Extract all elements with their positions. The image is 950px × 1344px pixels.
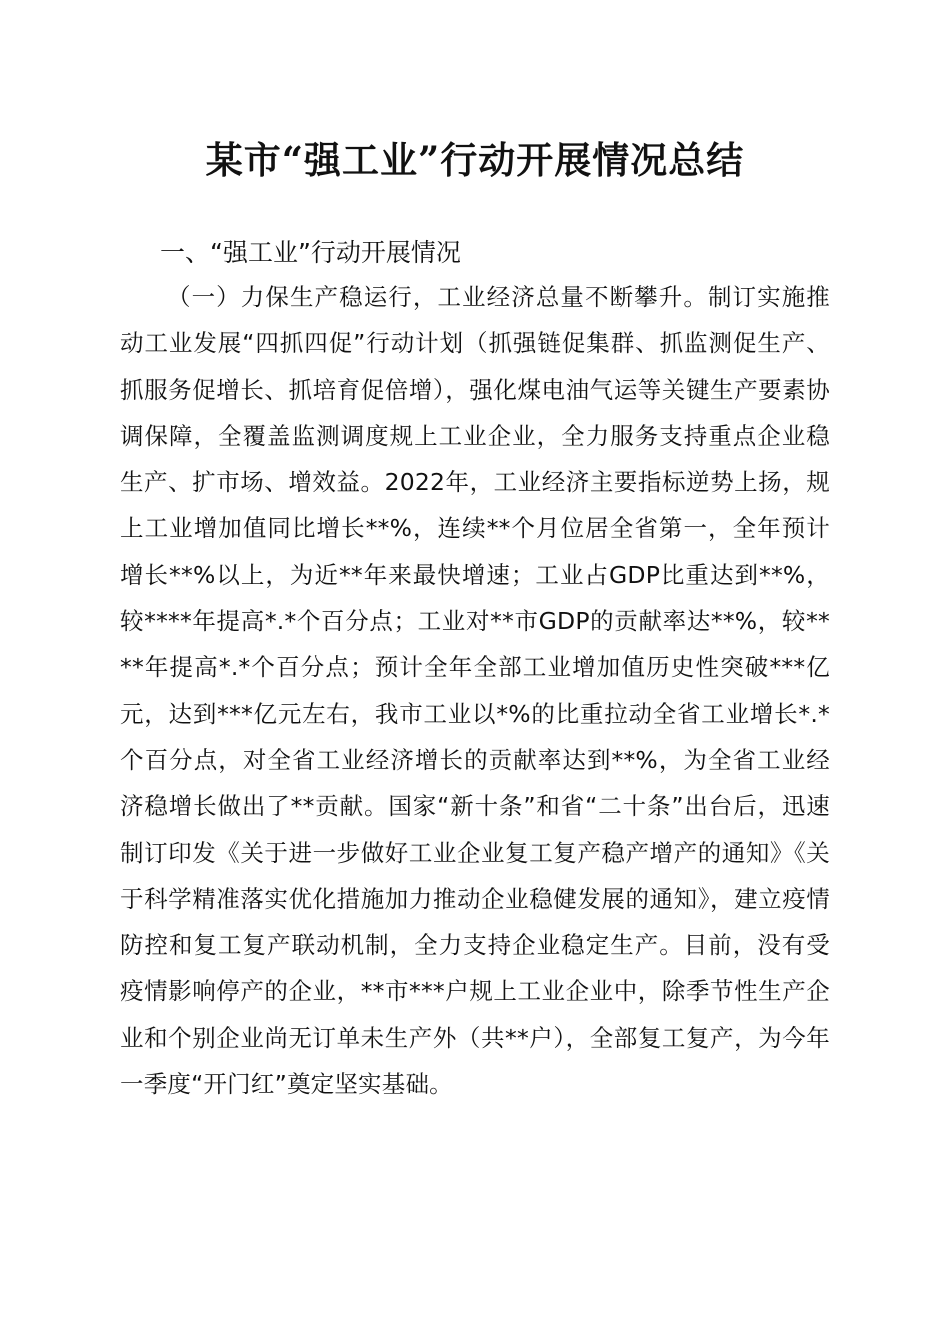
section-heading: 一、“强工业”行动开展情况 [160, 238, 461, 267]
body-paragraph: （一）力保生产稳运行，工业经济总量不断攀升。制订实施推动工业发展“四抓四促”行动计划（抓强链促集群、抓监测促生产、抓服务促增长、抓培育促倍增），强化煤电油气运等关键生产要素协调保障，全覆盖监测调度规上工业企业，全力服务支持重点企业稳生产、扩市场、增效益。2022年，工业经济主要指标逆势上扬，规上工业增加值同比增长**%，连续**个月位居全省第一，全年预计增长**%以上，为近**年来最快增速；工业占GDP比重达到**%，较****年提高*.*个百分点；工业对**市GDP的贡献率达**%，较****年提高*.*个百分点；预计全年全部工业增加值历史性突破***亿元，达到***亿元左右，我市工业以*%的比重拉动全省工业增长*.*个百分点，对全省工业经济增长的贡献率达到**%，为全省工业经济稳增长做出了**贡献。国家“新十条”和省“二十条”出台后，迅速制订印发《关于进一步做好工业企业复工复产稳产增产的通知》《关于科学精准落实优化措施加力推动企业稳健发展的通知》，建立疫情防控和复工复产联动机制，全力支持企业稳定生产。目前，没有受疫情影响停产的企业，**市***户规上工业企业中，除季节性生产企业和个别企业尚无订单未生产外（共**户），全部复工复产，为今年一季度“开门红”奠定坚实基础。 [120, 283, 830, 1099]
document-title: 某市“强工业”行动开展情况总结 [205, 138, 745, 182]
